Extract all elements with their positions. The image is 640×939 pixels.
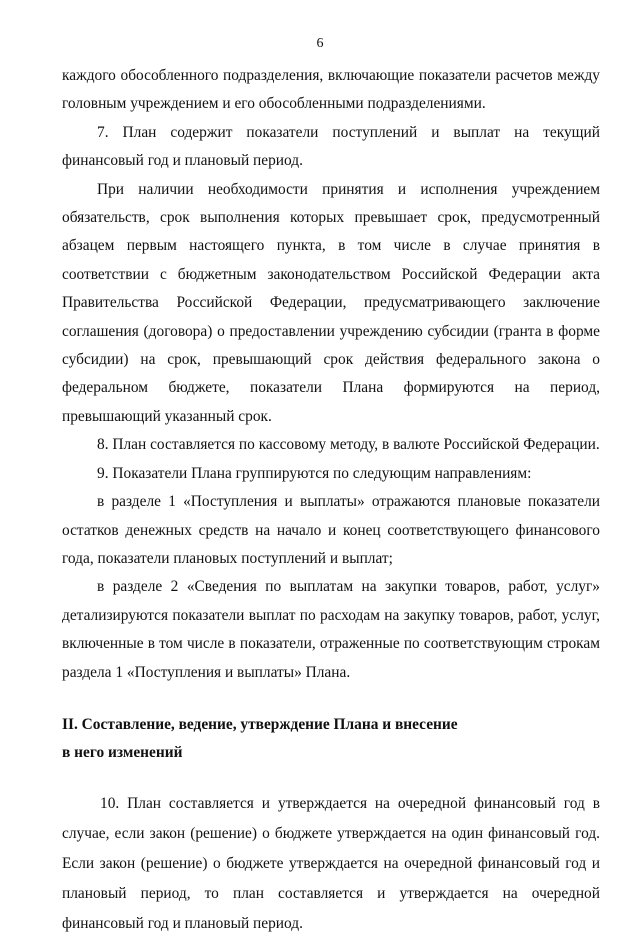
section-heading-line-1: II. Составление, ведение, утверждение Плана и внесение <box>62 715 458 733</box>
paragraph-item-7: 7. План содержит показатели поступлений и выплат на текущий финансовый год и плановый период. <box>62 123 600 170</box>
section-heading-line-2: в него изменений <box>62 743 183 761</box>
section-two-body <box>62 789 600 939</box>
section-heading <box>62 711 600 767</box>
paragraph-item-8: 8. План составляется по кассовому методу, в валюте Российской Федерации. <box>97 436 600 454</box>
paragraph-obligations: При наличии необходимости принятия и исполнения учреждением обязательств, срок выполнения которых превышает срок, предусмотренный абзацем первым настоящего пункта, в том числе в случае принятия в соответствии с бюджетным законодательством Российской Федерации акта Правительства Российской Федерации, предусматривающего заключение соглашения (договора) о предоставлении учреждению субсидии (гранта в форме субсидии) на срок, превышающий срок действия федерального закона о федеральном бюджете, показатели Плана формируются на период, превышающий указанный срок. <box>62 180 600 425</box>
paragraph-section-2: в разделе 2 «Сведения по выплатам на закупки товаров, работ, услуг» детализируются показатели выплат по расходам на закупку товаров, работ, услуг, включенные в том числе в показатели, отраженные по соответствующим строкам раздела 1 «Поступления и выплаты» Плана. <box>62 578 600 681</box>
paragraph-item-9: 9. Показатели Плана группируются по следующим направлениям: <box>97 464 532 482</box>
document-body <box>62 62 600 939</box>
paragraph-continuation: каждого обособленного подразделения, включающие показатели расчетов между головным учреждением и его обособленными подразделениями. <box>62 67 600 113</box>
paragraph-item-10: 10. План составляется и утверждается на очередной финансовый год в случае, если закон (решение) о бюджете утверждается на один финансовый год. Если закон (решение) о бюджете утверждается на очередной финансовый год и плановый период, то план составляется и утверждается на очередной финансовый год и плановый период. <box>62 794 600 932</box>
paragraph-section-1: в разделе 1 «Поступления и выплаты» отражаются плановые показатели остатков денежных средств на начало и конец соответствующего финансового года, показатели плановых поступлений и выплат; <box>62 493 600 567</box>
page-number: 6 <box>316 36 324 51</box>
